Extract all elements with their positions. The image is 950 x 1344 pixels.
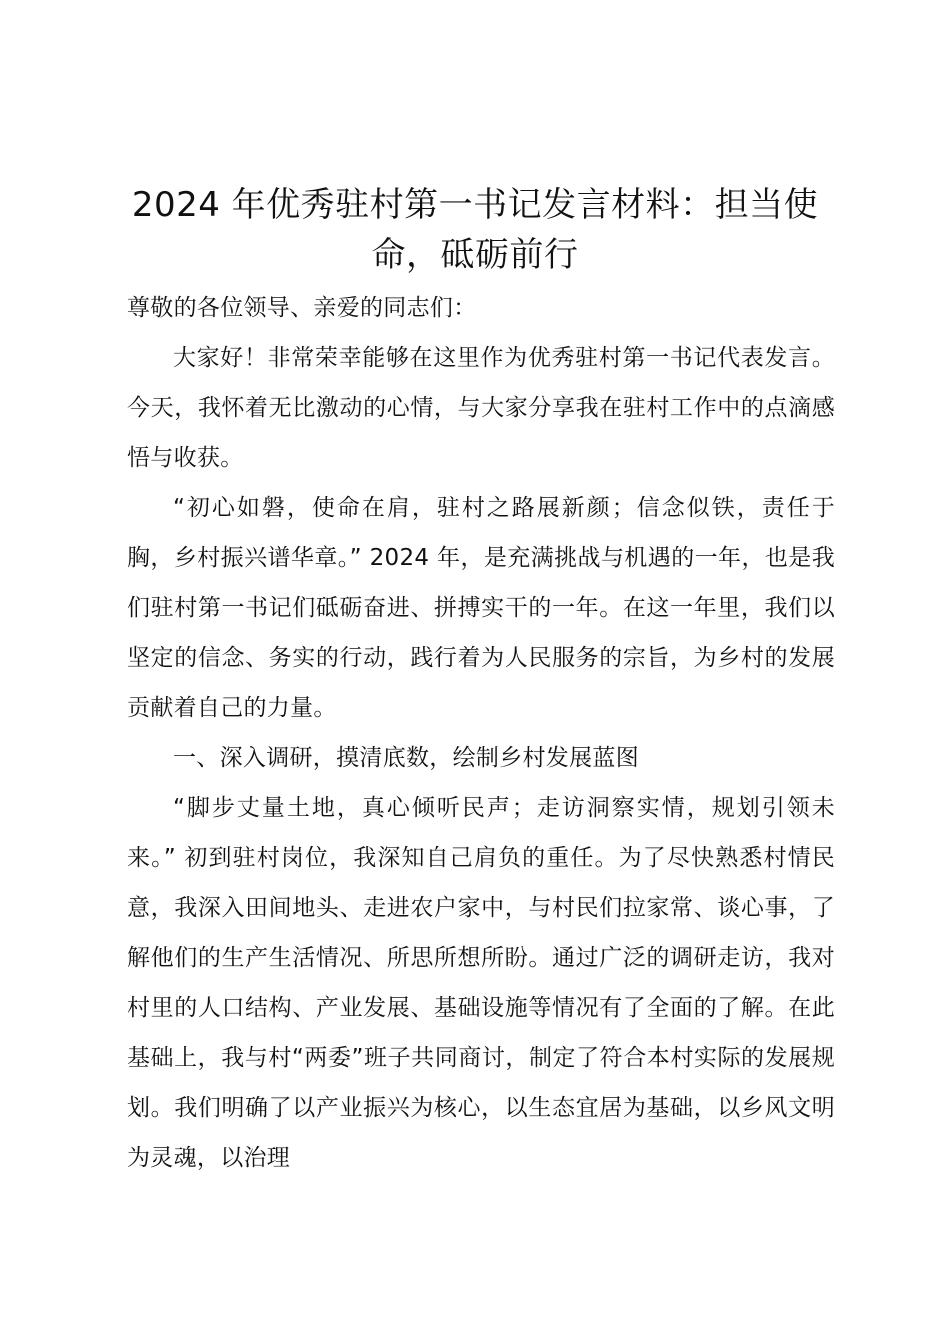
section-heading-1: 一、深入调研，摸清底数，绘制乡村发展蓝图 <box>173 745 639 771</box>
document-title: 2024 年优秀驻村第一书记发言材料：担当使命，砥砺前行 <box>131 185 819 275</box>
document-body <box>127 283 835 1183</box>
greeting-line: 尊敬的各位领导、亲爱的同志们： <box>127 295 477 321</box>
paragraph-opening: 大家好！非常荣幸能够在这里作为优秀驻村第一书记代表发言。今天，我怀着无比激动的心情，与大家分享我在驻村工作中的点滴感悟与收获。 <box>127 345 835 471</box>
paragraph-intro: “初心如磐，使命在肩，驻村之路展新颜；信念似铁，责任于胸，乡村振兴谱华章。” 2024 年，是充满挑战与机遇的一年，也是我们驻村第一书记们砥砺奋进、拼搏实干的一年。在这一年里，我们以坚定的信念、务实的行动，践行着为人民服务的宗旨，为乡村的发展贡献着自己的力量。 <box>127 495 835 721</box>
paragraph-section-1: “脚步丈量土地，真心倾听民声；走访洞察实情，规划引领未来。” 初到驻村岗位，我深知自己肩负的重任。为了尽快熟悉村情民意，我深入田间地头、走进农户家中，与村民们拉家常、谈心事，了解他们的生产生活情况、所思所想所盼。通过广泛的调研走访，我对村里的人口结构、产业发展、基础设施等情况有了全面的了解。在此基础上，我与村“两委”班子共同商讨，制定了符合本村实际的发展规划。我们明确了以产业振兴为核心，以生态宜居为基础，以乡风文明为灵魂，以治理 <box>127 795 835 1171</box>
